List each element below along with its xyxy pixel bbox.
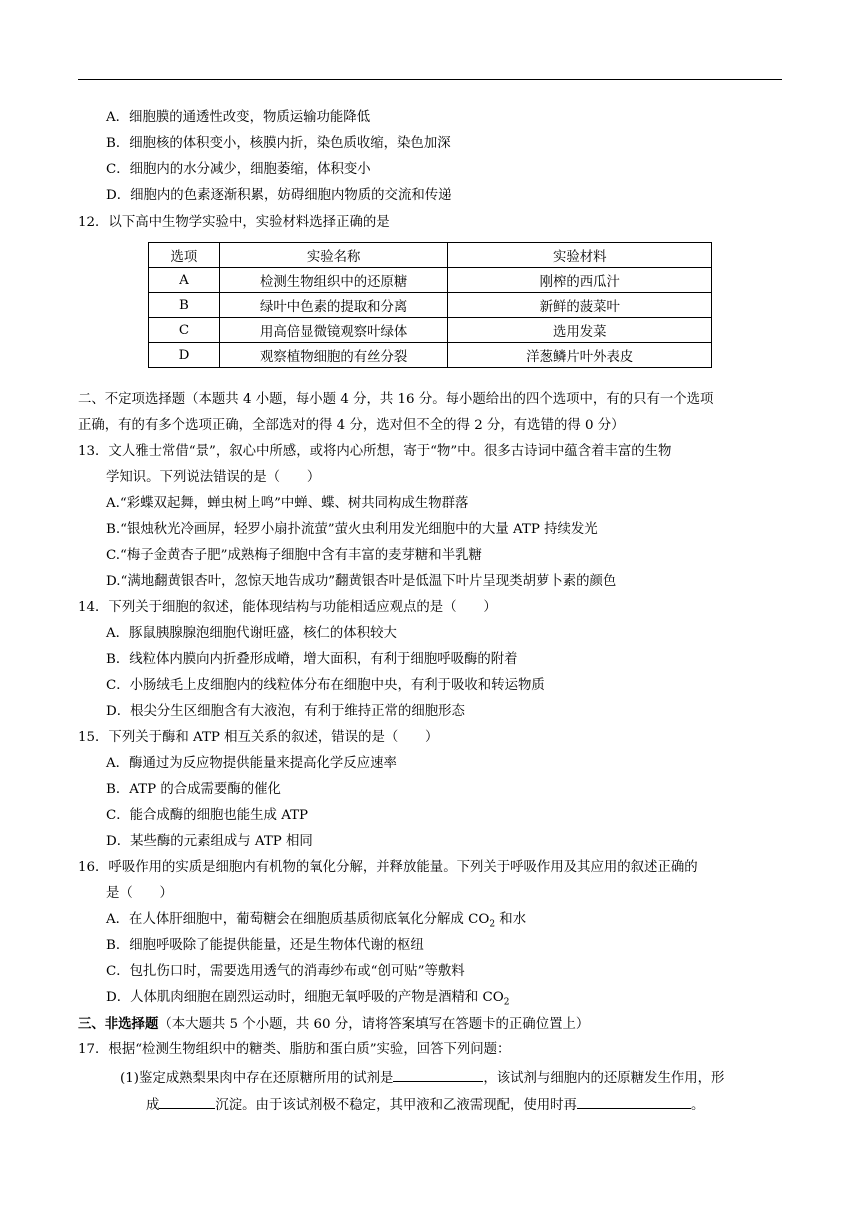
q16-option-d-text: D．人体肌肉细胞在剧烈运动时，细胞无氧呼吸的产物是酒精和 CO [106,990,504,1005]
q15-option-a: A．酶通过为反应物提供能量来提高化学反应速率 [106,756,397,771]
q16-option-b: B．细胞呼吸除了能提供能量，还是生物体代谢的枢纽 [106,938,424,953]
section2-instructions-line2: 正确，有的有多个选项正确，全部选对的得 4 分，选对但不全的得 2 分，有选错的得 0 分） [78,418,625,433]
answer-blank[interactable] [159,1094,215,1109]
q16-option-a [106,910,526,935]
table-header: 实验材料 [448,243,712,268]
q11-option-a: A．细胞膜的通透性改变，物质运输功能降低 [106,110,371,125]
q17-text: 。 [690,1098,705,1113]
q11-option-d: D．细胞内的色素逐渐积累，妨碍细胞内物质的交流和传递 [106,188,452,203]
table-cell: D [149,343,220,368]
q15-option-c: C．能合成酶的细胞也能生成 ATP [106,808,309,823]
table-cell: A [149,268,220,293]
q14-option-d: D．根尖分生区细胞含有大液泡，有利于维持正常的细胞形态 [106,704,465,719]
table-cell: 刚榨的西瓜汁 [448,268,712,293]
q15-stem: 15．下列关于酶和 ATP 相互关系的叙述，错误的是（ ） [78,730,439,745]
q13-option-c: C.“梅子金黄杏子肥”成熟梅子细胞中含有丰富的麦芽糖和半乳糖 [106,548,482,563]
table-cell: B [149,293,220,318]
subscript-2: 2 [489,919,496,930]
q16-option-d [106,988,510,1013]
q17-text: 沉淀。由于该试剂极不稳定，其甲液和乙液需现配，使用时再 [215,1098,577,1113]
table-cell: 绿叶中色素的提取和分离 [219,293,448,318]
q15-option-b: B．ATP 的合成需要酶的催化 [106,782,281,797]
q16-stem-line1: 16．呼吸作用的实质是细胞内有机物的氧化分解，并释放能量。下列关于呼吸作用及其应用的叙述正确的 [78,860,698,875]
q16-option-c: C．包扎伤口时，需要选用透气的消毒纱布或“创可贴”等敷料 [106,964,465,979]
q13-option-a: A.“彩蝶双起舞，蝉虫树上鸣”中蝉、蝶、树共同构成生物群落 [106,496,469,511]
table-cell: 检测生物组织中的还原糖 [219,268,448,293]
section3-description: （本大题共 5 个小题，共 60 分，请将答案填写在答题卡的正确位置上） [158,1017,590,1032]
q14-option-b: B．线粒体内膜向内折叠形成嵴，增大面积，有利于细胞呼吸酶的附着 [106,652,518,667]
q11-option-b: B．细胞核的体积变小，核膜内折，染色质收缩，染色加深 [106,136,451,151]
table-row [149,343,712,368]
q16-option-a-text: A．在人体肝细胞中，葡萄糖会在细胞质基质彻底氧化分解成 CO [106,912,490,927]
table-cell: C [149,318,220,343]
table-cell: 用高倍显微镜观察叶绿体 [219,318,448,343]
q14-option-a: A．豚鼠胰腺腺泡细胞代谢旺盛，核仁的体积较大 [106,626,397,641]
experiment-table [148,242,712,368]
q13-stem-line2: 学知识。下列说法错误的是（ ） [106,470,321,485]
header-rule [78,79,782,80]
q12-stem: 12．以下高中生物学实验中，实验材料选择正确的是 [78,215,390,230]
q11-option-c: C．细胞内的水分减少，细胞萎缩，体积变小 [106,162,371,177]
q17-stem: 17．根据“检测生物组织中的糖类、脂肪和蛋白质”实验，回答下列问题： [78,1042,511,1057]
q14-stem: 14．下列关于细胞的叙述，能体现结构与功能相适应观点的是（ ） [78,600,497,615]
section3-heading [78,1014,589,1035]
q13-stem-line1: 13．文人雅士常借“景”，叙心中所感，或将内心所想，寄于“物”中。很多古诗词中蕴含着丰富的生物 [78,444,672,459]
q15-option-d: D．某些酶的元素组成与 ATP 相同 [106,834,313,849]
q16-option-a-tail: 和水 [495,912,527,927]
q14-option-c: C．小肠绒毛上皮细胞内的线粒体分布在细胞中央，有利于吸收和转运物质 [106,678,545,693]
table-cell: 洋葱鳞片叶外表皮 [448,343,712,368]
q17-text: 成 [146,1098,160,1113]
table-header-row [149,243,712,268]
answer-blank[interactable] [393,1067,483,1082]
q17-text: (1)鉴定成熟梨果肉中存在还原糖所用的试剂是 [120,1071,394,1086]
q13-option-d: D.“满地翻黄银杏叶，忽惊天地告成功”翻黄银杏叶是低温下叶片呈现类胡萝卜素的颜色 [106,574,617,589]
q17-text: ，该试剂与细胞内的还原糖发生作用，形 [483,1071,725,1086]
answer-blank[interactable] [577,1094,691,1109]
table-cell: 新鲜的菠菜叶 [448,293,712,318]
q13-option-b: B.“银烛秋光冷画屏，轻罗小扇扑流萤”萤火虫利用发光细胞中的大量 ATP 持续发光 [106,522,598,537]
table-cell: 选用发菜 [448,318,712,343]
section3-title: 三、非选择题 [78,1016,159,1032]
table-header: 选项 [149,243,220,268]
subscript-2: 2 [503,997,510,1008]
q17-part1-line2 [146,1094,704,1116]
table-header: 实验名称 [219,243,448,268]
table-row [149,318,712,343]
section2-instructions-line1: 二、不定项选择题（本题共 4 小题，每小题 4 分，共 16 分。每小题给出的四个选项中，有的只有一个选项 [78,392,714,407]
q17-part1-line1 [120,1067,724,1089]
table-cell: 观察植物细胞的有丝分裂 [219,343,448,368]
q16-stem-line2: 是（ ） [106,886,173,901]
table-row [149,268,712,293]
table-row [149,293,712,318]
